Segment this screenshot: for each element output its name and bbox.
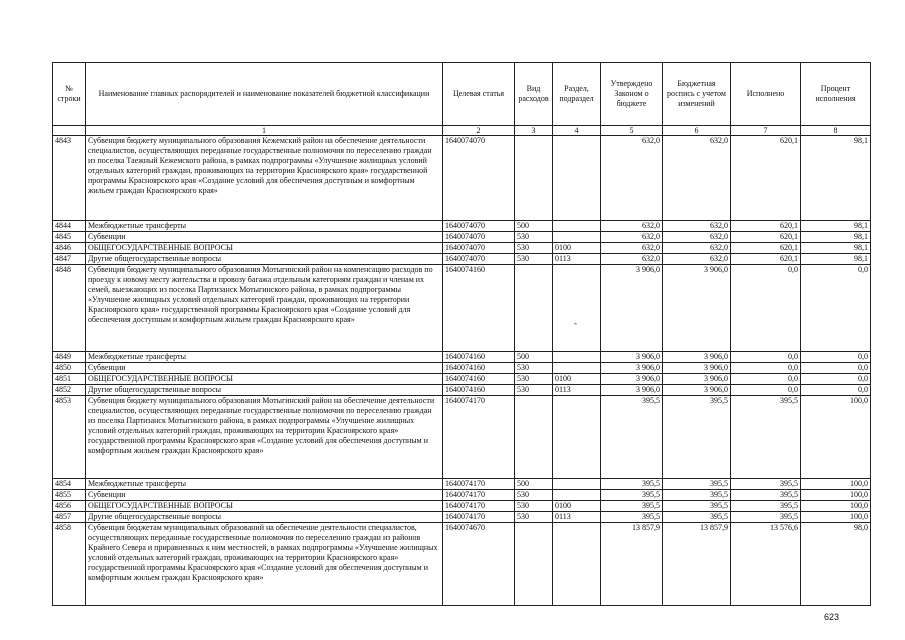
approved-amount: 632,0 <box>601 136 663 221</box>
expense-type <box>515 265 553 352</box>
expense-type: 500 <box>515 352 553 363</box>
table-row <box>53 501 871 512</box>
target-article: 1640074170 <box>443 396 515 479</box>
column-number: 7 <box>731 126 801 136</box>
execution-percent: 98,1 <box>801 243 871 254</box>
table-header-row <box>53 63 871 126</box>
executed-amount: 395,5 <box>731 479 801 490</box>
approved-amount: 395,5 <box>601 396 663 479</box>
row-number: 4850 <box>53 363 86 374</box>
expense-type <box>515 136 553 221</box>
header-expense-type: Вид расходов <box>515 63 553 126</box>
table-row <box>53 221 871 232</box>
row-name: Субвенции <box>86 490 443 501</box>
executed-amount: 620,1 <box>731 136 801 221</box>
section-code: 0113 <box>553 385 601 396</box>
approved-amount: 395,5 <box>601 501 663 512</box>
scheduled-amount: 632,0 <box>663 221 731 232</box>
row-name: ОБЩЕГОСУДАРСТВЕННЫЕ ВОПРОСЫ <box>86 243 443 254</box>
table-row <box>53 265 871 352</box>
executed-amount: 620,1 <box>731 243 801 254</box>
expense-type <box>515 523 553 606</box>
approved-amount: 632,0 <box>601 254 663 265</box>
header-section: Раздел, подраздел <box>553 63 601 126</box>
approved-amount: 13 857,9 <box>601 523 663 606</box>
expense-type: 500 <box>515 221 553 232</box>
section-code <box>553 221 601 232</box>
target-article: 1640074070 <box>443 221 515 232</box>
row-name: Межбюджетные трансферты <box>86 221 443 232</box>
expense-type: 530 <box>515 501 553 512</box>
execution-percent: 98,1 <box>801 136 871 221</box>
column-number: 2 <box>443 126 515 136</box>
scheduled-amount: 632,0 <box>663 136 731 221</box>
row-name: Другие общегосударственные вопросы <box>86 385 443 396</box>
row-name: Другие общегосударственные вопросы <box>86 512 443 523</box>
executed-amount: 395,5 <box>731 396 801 479</box>
target-article: 1640074070 <box>443 243 515 254</box>
row-name: Межбюджетные трансферты <box>86 352 443 363</box>
section-code: 0100 <box>553 374 601 385</box>
expense-type: 530 <box>515 254 553 265</box>
approved-amount: 395,5 <box>601 490 663 501</box>
row-number: 4855 <box>53 490 86 501</box>
row-number: 4849 <box>53 352 86 363</box>
table-row <box>53 363 871 374</box>
executed-amount: 0,0 <box>731 352 801 363</box>
column-number <box>53 126 86 136</box>
approved-amount: 3 906,0 <box>601 363 663 374</box>
table-row <box>53 243 871 254</box>
table-row <box>53 490 871 501</box>
table-row <box>53 479 871 490</box>
executed-amount: 620,1 <box>731 221 801 232</box>
table-row <box>53 385 871 396</box>
expense-type: 530 <box>515 374 553 385</box>
header-target-article: Целевая статья <box>443 63 515 126</box>
budget-table <box>52 62 871 606</box>
row-number: 4856 <box>53 501 86 512</box>
target-article: 1640074170 <box>443 512 515 523</box>
scheduled-amount: 632,0 <box>663 254 731 265</box>
scheduled-amount: 3 906,0 <box>663 363 731 374</box>
row-number: 4852 <box>53 385 86 396</box>
table-row <box>53 136 871 221</box>
scheduled-amount: 395,5 <box>663 501 731 512</box>
table-body <box>53 136 871 606</box>
executed-amount: 13 576,6 <box>731 523 801 606</box>
scheduled-amount: 395,5 <box>663 396 731 479</box>
table-row <box>53 512 871 523</box>
row-name: Субвенция бюджету муниципального образования Кежемский район на обеспечение деятельности специалистов, осуществляющих переданные государственные полномочия по переселению граждан из поселка Таежный Кежемского района, в рамках подпрограммы «Улучшение жилищных условий отдельных категорий граждан, проживающих на территории Красноярского края» государственной программы Красноярского края «Создание условий для обеспечения доступным и комфортным жильем граждан Красноярского края» <box>86 136 443 221</box>
execution-percent: 0,0 <box>801 265 871 352</box>
executed-amount: 620,1 <box>731 232 801 243</box>
target-article: 1640074670 <box>443 523 515 606</box>
target-article: 1640074170 <box>443 479 515 490</box>
target-article: 1640074070 <box>443 254 515 265</box>
target-article: 1640074170 <box>443 501 515 512</box>
row-number: 4845 <box>53 232 86 243</box>
section-code <box>553 352 601 363</box>
execution-percent: 100,0 <box>801 396 871 479</box>
execution-percent: 100,0 <box>801 479 871 490</box>
column-number-row <box>53 126 871 136</box>
row-name: ОБЩЕГОСУДАРСТВЕННЫЕ ВОПРОСЫ <box>86 374 443 385</box>
table-row <box>53 374 871 385</box>
page-number: 623 <box>824 612 840 622</box>
row-name: Субвенция бюджету муниципального образования Мотыгинский район на обеспечение деятельности специалистов, осуществляющих переданные государственные полномочия по переселению граждан из поселка Партизанск Мотыгинского района, в рамках подпрограммы «Улучшение жилищных условий отдельных категорий граждан, проживающих на территории Красноярского края» государственной программы Красноярского края «Создание условий для обеспечения доступным и комфортным жильем граждан Красноярского края» <box>86 396 443 479</box>
section-code <box>553 265 601 352</box>
expense-type: 530 <box>515 363 553 374</box>
row-number: 4853 <box>53 396 86 479</box>
scheduled-amount: 632,0 <box>663 243 731 254</box>
target-article: 1640074070 <box>443 136 515 221</box>
row-number: 4854 <box>53 479 86 490</box>
target-article: 1640074160 <box>443 363 515 374</box>
execution-percent: 100,0 <box>801 512 871 523</box>
row-name: Субвенция бюджету муниципального образования Мотыгинский район на компенсацию расходов по проезду к новому месту жительства и провозу багажа отдельным категориям граждан и членам их семей, выезжающих из поселка Партизанск Мотыгинского района, в рамках подпрограммы «Улучшение жилищных условий отдельных категорий граждан, проживающих на территории Красноярского края» государственной программы Красноярского края «Создание условий для обеспечения доступным и комфортным жильем граждан Красноярского края» <box>86 265 443 352</box>
section-code: 0100 <box>553 243 601 254</box>
table-row <box>53 352 871 363</box>
row-name: Субвенции <box>86 232 443 243</box>
row-number: 4843 <box>53 136 86 221</box>
scheduled-amount: 632,0 <box>663 232 731 243</box>
section-code: 0113 <box>553 512 601 523</box>
section-code <box>553 523 601 606</box>
column-number: 4 <box>553 126 601 136</box>
section-code <box>553 479 601 490</box>
scheduled-amount: 3 906,0 <box>663 265 731 352</box>
row-number: 4851 <box>53 374 86 385</box>
execution-percent: 0,0 <box>801 385 871 396</box>
execution-percent: 0,0 <box>801 363 871 374</box>
section-code <box>553 232 601 243</box>
approved-amount: 395,5 <box>601 512 663 523</box>
section-code: 0113 <box>553 254 601 265</box>
row-name: Субвенции <box>86 363 443 374</box>
executed-amount: 0,0 <box>731 385 801 396</box>
section-code <box>553 396 601 479</box>
expense-type: 500 <box>515 479 553 490</box>
table-row <box>53 396 871 479</box>
approved-amount: 3 906,0 <box>601 352 663 363</box>
execution-percent: 98,0 <box>801 523 871 606</box>
scheduled-amount: 3 906,0 <box>663 352 731 363</box>
column-number: 1 <box>86 126 443 136</box>
row-number: 4844 <box>53 221 86 232</box>
table-row <box>53 254 871 265</box>
scheduled-amount: 3 906,0 <box>663 374 731 385</box>
section-code <box>553 490 601 501</box>
execution-percent: 98,1 <box>801 254 871 265</box>
executed-amount: 395,5 <box>731 501 801 512</box>
expense-type: 530 <box>515 512 553 523</box>
executed-amount: 0,0 <box>731 265 801 352</box>
row-name: Межбюджетные трансферты <box>86 479 443 490</box>
header-name: Наименование главных распорядителей и наименование показателей бюджетной классификации <box>86 63 443 126</box>
column-number: 3 <box>515 126 553 136</box>
expense-type: 530 <box>515 243 553 254</box>
document-page <box>52 62 872 606</box>
row-number: 4847 <box>53 254 86 265</box>
target-article: 1640074160 <box>443 352 515 363</box>
column-number: 8 <box>801 126 871 136</box>
row-name: ОБЩЕГОСУДАРСТВЕННЫЕ ВОПРОСЫ <box>86 501 443 512</box>
executed-amount: 620,1 <box>731 254 801 265</box>
row-number: 4846 <box>53 243 86 254</box>
section-code: 0100 <box>553 501 601 512</box>
target-article: 1640074160 <box>443 265 515 352</box>
approved-amount: 3 906,0 <box>601 265 663 352</box>
header-executed: Исполнено <box>731 63 801 126</box>
scheduled-amount: 395,5 <box>663 479 731 490</box>
target-article: 1640074070 <box>443 232 515 243</box>
expense-type: 530 <box>515 490 553 501</box>
approved-amount: 632,0 <box>601 232 663 243</box>
approved-amount: 3 906,0 <box>601 374 663 385</box>
execution-percent: 100,0 <box>801 490 871 501</box>
section-code <box>553 136 601 221</box>
row-number: 4858 <box>53 523 86 606</box>
row-number: 4848 <box>53 265 86 352</box>
execution-percent: 98,1 <box>801 232 871 243</box>
header-row-number: № строки <box>53 63 86 126</box>
column-number: 6 <box>663 126 731 136</box>
approved-amount: 3 906,0 <box>601 385 663 396</box>
header-approved: Утверждено Законом о бюджете <box>601 63 663 126</box>
executed-amount: 0,0 <box>731 374 801 385</box>
target-article: 1640074160 <box>443 385 515 396</box>
expense-type: 530 <box>515 232 553 243</box>
execution-percent: 0,0 <box>801 352 871 363</box>
column-number: 5 <box>601 126 663 136</box>
scheduled-amount: 13 857,9 <box>663 523 731 606</box>
row-name: Субвенция бюджетам муниципальных образований на обеспечение деятельности специалистов, осуществляющих переданные государственные полномочия по переселению граждан из районов Крайнего Севера и приравненных к ним местностей, в рамках подпрограммы «Улучшение жилищных условий отдельных категорий граждан, проживающих на территории Красноярского края» государственной программы Красноярского края «Создание условий для обеспечения доступным и комфортным жильем граждан Красноярского края» <box>86 523 443 606</box>
executed-amount: 395,5 <box>731 490 801 501</box>
stray-mark: - <box>574 318 577 328</box>
target-article: 1640074170 <box>443 490 515 501</box>
approved-amount: 395,5 <box>601 479 663 490</box>
row-number: 4857 <box>53 512 86 523</box>
table-row <box>53 232 871 243</box>
executed-amount: 0,0 <box>731 363 801 374</box>
section-code <box>553 363 601 374</box>
executed-amount: 395,5 <box>731 512 801 523</box>
execution-percent: 100,0 <box>801 501 871 512</box>
header-budget-schedule: Бюджетная роспись с учетом изменений <box>663 63 731 126</box>
table-row <box>53 523 871 606</box>
header-percent: Процент исполнения <box>801 63 871 126</box>
expense-type <box>515 396 553 479</box>
execution-percent: 98,1 <box>801 221 871 232</box>
approved-amount: 632,0 <box>601 221 663 232</box>
target-article: 1640074160 <box>443 374 515 385</box>
expense-type: 530 <box>515 385 553 396</box>
scheduled-amount: 3 906,0 <box>663 385 731 396</box>
scheduled-amount: 395,5 <box>663 512 731 523</box>
scheduled-amount: 395,5 <box>663 490 731 501</box>
execution-percent: 0,0 <box>801 374 871 385</box>
row-name: Другие общегосударственные вопросы <box>86 254 443 265</box>
approved-amount: 632,0 <box>601 243 663 254</box>
